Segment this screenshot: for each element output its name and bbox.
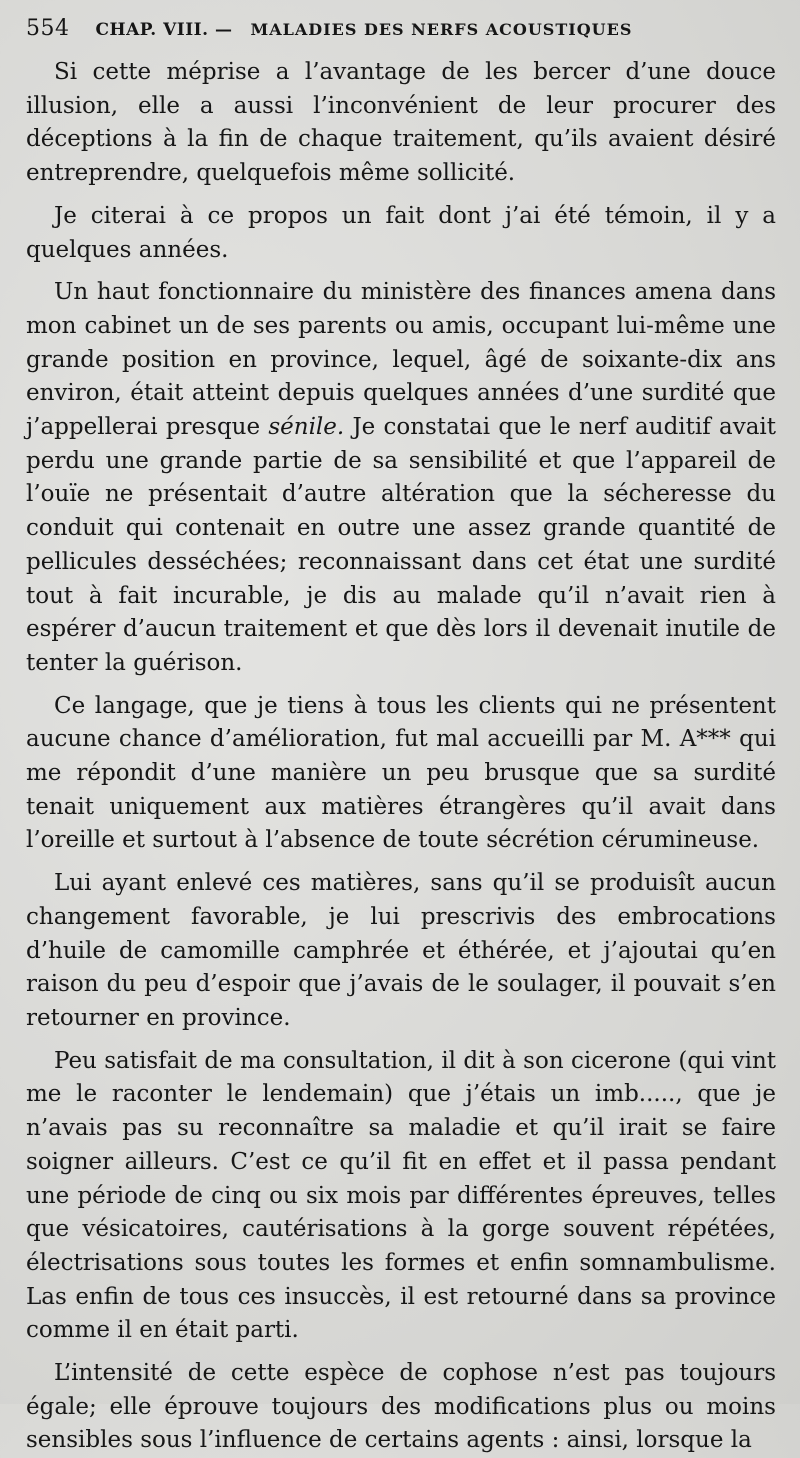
chapter-label: CHAP. VIII. — — [95, 20, 233, 40]
paragraph-4: Ce langage, que je tiens à tous les clients qui ne présentent aucune chance d’amélioration, fut mal accueilli par M. A*** qui me répondit d’une manière un peu brusque que sa surdité tenait uniquement aux matières étrangères qu’il avait dans l’oreille et surtout à l’absence de toute sécrétion cérumineuse. — [26, 692, 776, 854]
paragraph-5: Lui ayant enlevé ces matières, sans qu’il se produisît aucun changement favorable, je lui prescrivis des embrocations d’huile de camomille camphrée et éthérée, et j’ajoutai qu’en raison du peu d’espoir que j’avais de le soulager, il pouvait s’en retourner en province. — [26, 870, 776, 1031]
paragraph-6: Peu satisfait de ma consultation, il dit à son cicerone (qui vint me le raconter le lendemain) que j’étais un imb....., que je n’avais pas su reconnaître sa maladie et qu’il irait se faire soigner ailleurs. C’est ce qu’il fit en effet et il passa pendant une période de cinq ou six mois par différentes épreuves, telles que vésicatoires, cautérisations à la gorge souvent répétées, électrisations sous toutes les formes et enfin somnambulisme. Las enfin de tous ces insuccès, il est retourné dans sa province comme il en était parti. — [26, 1047, 776, 1344]
paragraph-3-italic: sénile. — [268, 414, 345, 441]
paragraph-3-text-b: Je constatai que le nerf auditif avait perdu une grande partie de sa sensibilité et que l’appareil de l’ouïe ne présentait d’autre altération que la sécheresse du conduit qui contenait en outre une assez grande quantité de pellicules desséchées; reconnaissant dans cet état une surdité tout à fait incurable, je dis au malade qu’il n’avait rien à espérer d’aucun traitement et que dès lors il devenait inutile de tenter la guérison. — [26, 414, 777, 676]
paragraph-1: Si cette méprise a l’avantage de les bercer d’une douce illusion, elle a aussi l’inconvénient de leur procurer des déceptions à la fin de chaque traitement, qu’ils avaient désiré entreprendre, quelquefois même sollicité. — [26, 59, 776, 187]
paragraph-3 — [26, 276, 776, 680]
page-number: 554 — [26, 16, 70, 41]
running-head — [26, 16, 776, 50]
paragraph-3-text-a: Un haut fonctionnaire du ministère des finances amena dans mon cabinet un de ses parents ou amis, occupant lui-même une grande position en province, lequel, âgé de soixante-dix ans environ, était atteint depuis quelques années d’une surdité que j’appellerai presque — [26, 279, 776, 441]
paragraph-7: L’intensité de cette espèce de cophose n’est pas toujours égale; elle éprouve toujours des modifications plus ou moins sensibles sous l’influence de certains agents : ainsi, lorsque la — [26, 1360, 776, 1454]
paragraph-2: Je citerai à ce propos un fait dont j’ai été témoin, il y a quelques années. — [26, 202, 776, 263]
chapter-title: MALADIES DES NERFS ACOUSTIQUES — [250, 20, 633, 39]
body-text — [26, 56, 776, 1458]
